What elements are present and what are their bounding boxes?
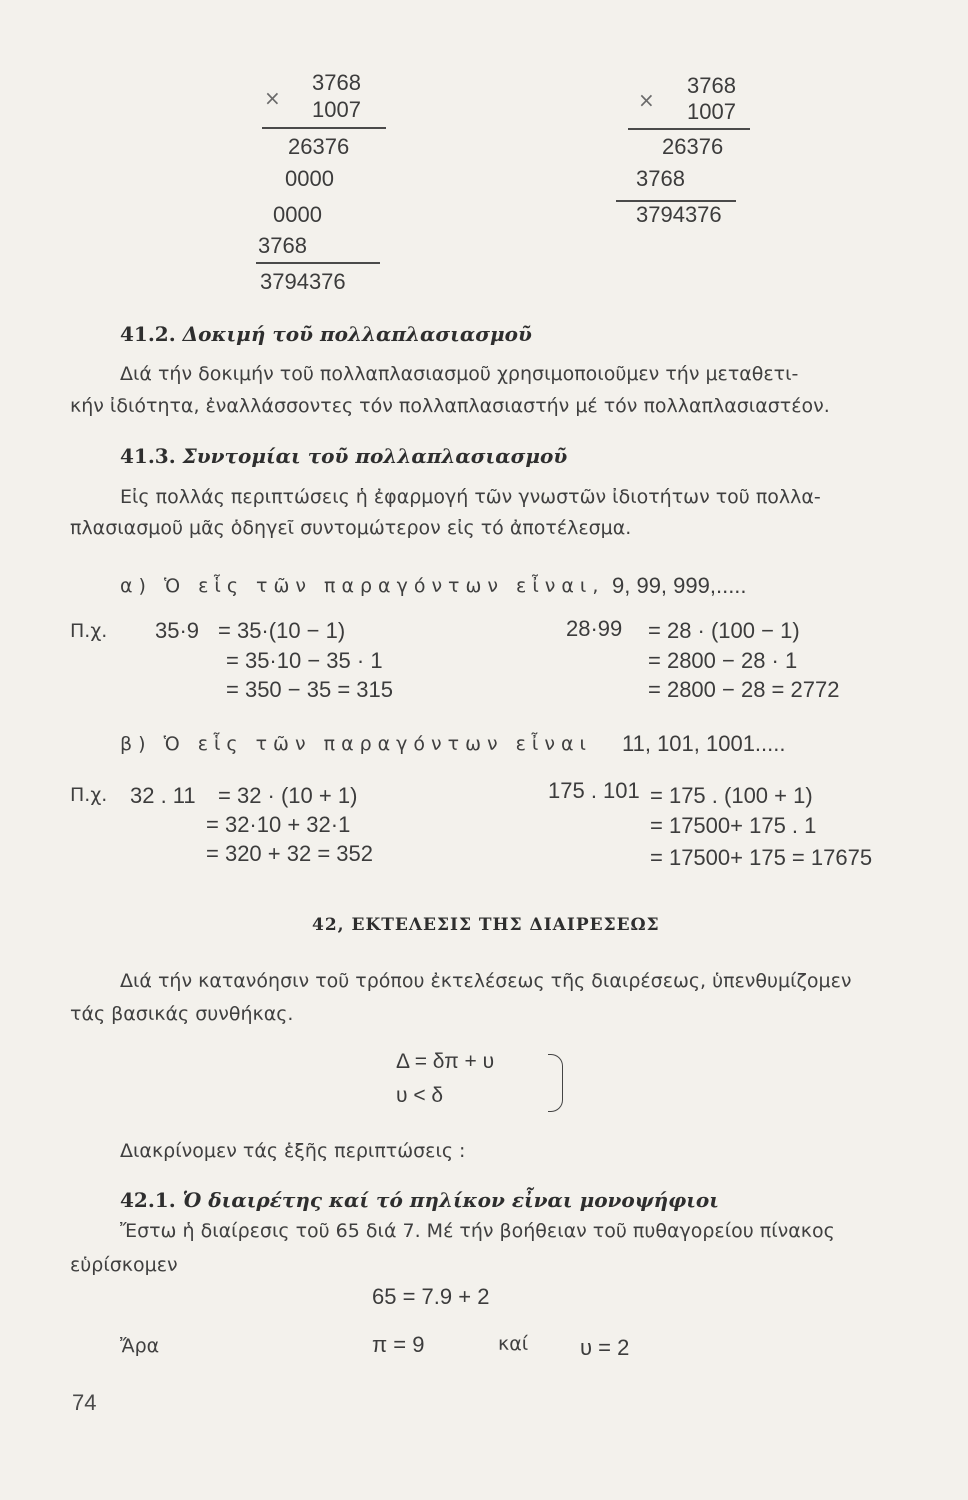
example-a-right: 28·99 — [566, 616, 623, 641]
case-b-label: β) Ὁ εἷς τῶν παραγόντων εἶναι — [120, 733, 592, 755]
division-equation: 65 = 7.9 + 2 — [372, 1284, 490, 1309]
multiplicand: 3768 — [312, 70, 361, 95]
multiplicand: 3768 — [687, 73, 736, 98]
section-42-heading: 42, ΕΚΤΕΛΕΣΙΣ ΤΗΣ ΔΙΑΙΡΕΣΕΩΣ — [312, 915, 660, 935]
example-b-right: = 175 . (100 + 1) — [650, 783, 813, 808]
example-b-left: = 32 · (10 + 1) — [218, 783, 358, 808]
multiplier: 1007 — [312, 97, 361, 122]
example-b-left: = 320 + 32 = 352 — [206, 841, 373, 866]
case-a-label: α) Ὁ εἷς τῶν παραγόντων εἶναι, — [120, 575, 605, 597]
example-a-right: = 2800 − 28 · 1 — [648, 648, 798, 673]
paragraph-line: πλασιασμοῦ μᾶς ὁδηγεῖ συντομώτερον εἰς τό ἀποτέλεσμα. — [70, 517, 632, 539]
paragraph-line: Ἔστω ἡ διαίρεσις τοῦ 65 διά 7. Μέ τήν βοήθειαν τοῦ πυθαγορείου πίνακος — [120, 1220, 835, 1242]
example-b-right: = 17500+ 175 . 1 — [650, 813, 817, 838]
example-a-left: = 35·(10 − 1) — [218, 618, 346, 643]
paragraph-line: Διά τήν δοκιμήν τοῦ πολλαπλασιασμοῦ χρησιμοποιοῦμεν τήν μεταθετι- — [120, 363, 799, 385]
paragraph-line: Διά τήν κατανόησιν τοῦ τρόπου ἐκτελέσεως τῆς διαιρέσεως, ὑπενθυμίζομεν — [120, 970, 852, 992]
ara-label: Ἄρα — [120, 1335, 160, 1357]
example-a-left: = 350 − 35 = 315 — [226, 677, 393, 702]
condition-inequality: υ < δ — [396, 1084, 444, 1107]
partial-product: 3768 — [258, 233, 307, 258]
product-result: 3794376 — [636, 202, 722, 227]
condition-equation: Δ = δπ + υ — [396, 1050, 495, 1073]
section-41-3-heading — [120, 444, 567, 468]
section-number: 41.2. — [120, 322, 176, 346]
cases-intro: Διακρίνομεν τάς ἑξῆς περιπτώσεις : — [120, 1140, 466, 1162]
section-42-1-heading — [120, 1188, 719, 1212]
example-b-left: = 32·10 + 32·1 — [206, 812, 351, 837]
section-number: 42.1. — [120, 1188, 176, 1212]
rule — [628, 128, 750, 130]
and-word: καί — [498, 1333, 529, 1355]
case-a-values: 9, 99, 999,..... — [612, 573, 747, 598]
right-brace — [548, 1054, 563, 1112]
section-41-2-heading — [120, 322, 532, 346]
example-a-right: = 2800 − 28 = 2772 — [648, 677, 840, 702]
rule — [262, 127, 386, 129]
case-b-values: 11, 101, 1001..... — [622, 731, 786, 756]
paragraph-line: εὑρίσκομεν — [70, 1254, 178, 1276]
remainder-equation: υ = 2 — [580, 1335, 630, 1360]
section-title: Δοκιμή τοῦ πολλαπλασιασμοῦ — [182, 322, 532, 346]
product-result: 3794376 — [260, 269, 346, 294]
paragraph-line: κήν ἰδιότητα, ἐναλλάσσοντες τόν πολλαπλασιαστήν μέ τόν πολλαπλασιαστέον. — [70, 395, 830, 417]
example-label: Π.χ. — [70, 784, 108, 806]
partial-product: 0000 — [285, 166, 334, 191]
example-b-left: 32 . 11 — [130, 783, 196, 808]
times-sign: × — [638, 88, 655, 112]
partial-product: 3768 — [636, 166, 685, 191]
times-sign: × — [264, 86, 281, 110]
example-a-left: 35·9 — [155, 618, 200, 643]
paragraph-line: Εἰς πολλάς περιπτώσεις ἡ ἐφαρμογή τῶν γνωστῶν ἰδιοτήτων τοῦ πολλα- — [120, 486, 821, 508]
example-label: Π.χ. — [70, 620, 108, 642]
paragraph-line: τάς βασικάς συνθήκας. — [70, 1003, 294, 1025]
example-b-right: = 17500+ 175 = 17675 — [650, 845, 873, 870]
quotient-equation: π = 9 — [372, 1332, 425, 1357]
multiplier: 1007 — [687, 99, 736, 124]
section-title: Ὁ διαιρέτης καί τό πηλίκον εἶναι μονοψήφιοι — [182, 1188, 719, 1212]
example-b-right: 175 . 101 — [548, 778, 640, 803]
partial-product: 0000 — [273, 202, 322, 227]
partial-product: 26376 — [288, 134, 350, 159]
partial-product: 26376 — [662, 134, 724, 159]
example-a-left: = 35·10 − 35 · 1 — [226, 648, 383, 673]
rule — [256, 262, 380, 264]
example-a-right: = 28 · (100 − 1) — [648, 618, 800, 643]
section-number: 41.3. — [120, 444, 176, 468]
section-title: Συντομίαι τοῦ πολλαπλασιασμοῦ — [182, 444, 568, 468]
page-number: 74 — [72, 1390, 97, 1415]
